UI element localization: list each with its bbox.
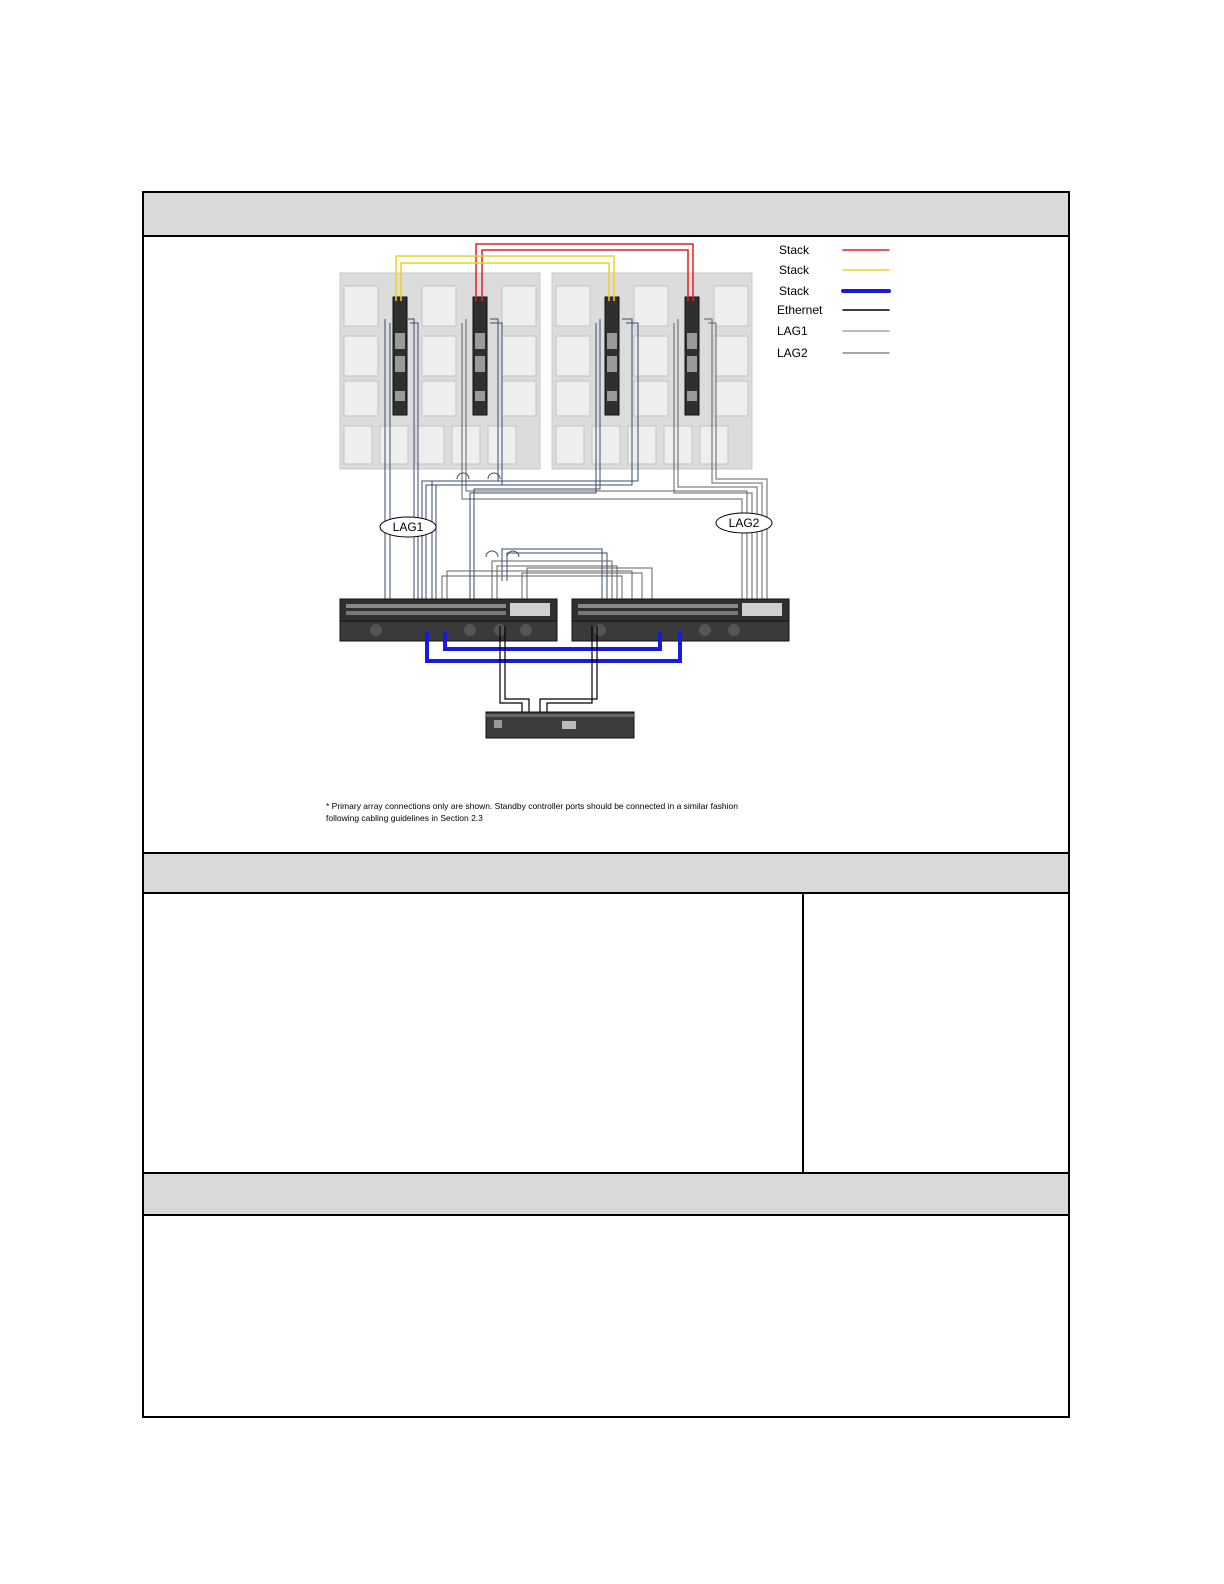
diagram-cell xyxy=(144,237,1068,852)
lag2-callout xyxy=(716,513,772,533)
legend-label: Stack xyxy=(779,284,810,298)
legend xyxy=(777,243,889,360)
header-row-2 xyxy=(144,852,1068,894)
header-row-1 xyxy=(144,193,1068,237)
legend-label: Ethernet xyxy=(777,303,823,317)
blade-chassis-left xyxy=(340,273,540,469)
lag1-callout xyxy=(380,517,436,537)
legend-label: LAG2 xyxy=(777,346,808,360)
legend-label: Stack xyxy=(779,263,810,277)
lag2-callout-label: LAG2 xyxy=(728,516,760,530)
body-cell-bottom xyxy=(144,1216,1068,1416)
body-cell-left xyxy=(144,894,802,1172)
table-frame xyxy=(142,191,1070,1418)
lag1-callout-label: LAG1 xyxy=(392,520,424,534)
storage-array xyxy=(486,712,634,738)
footnote-line-2: following cabling guidelines in Section 2.3 xyxy=(326,813,483,823)
body-cell-right xyxy=(804,894,1068,1172)
switch-left xyxy=(340,599,557,641)
blade-chassis-right xyxy=(552,273,752,469)
footnote-line-1: * Primary array connections only are shown. Standby controller ports should be connected in a similar fashion xyxy=(326,801,738,811)
header-row-3 xyxy=(144,1172,1068,1216)
legend-label: Stack xyxy=(779,243,810,257)
legend-label: LAG1 xyxy=(777,324,808,338)
network-cabling-diagram xyxy=(144,237,1068,852)
